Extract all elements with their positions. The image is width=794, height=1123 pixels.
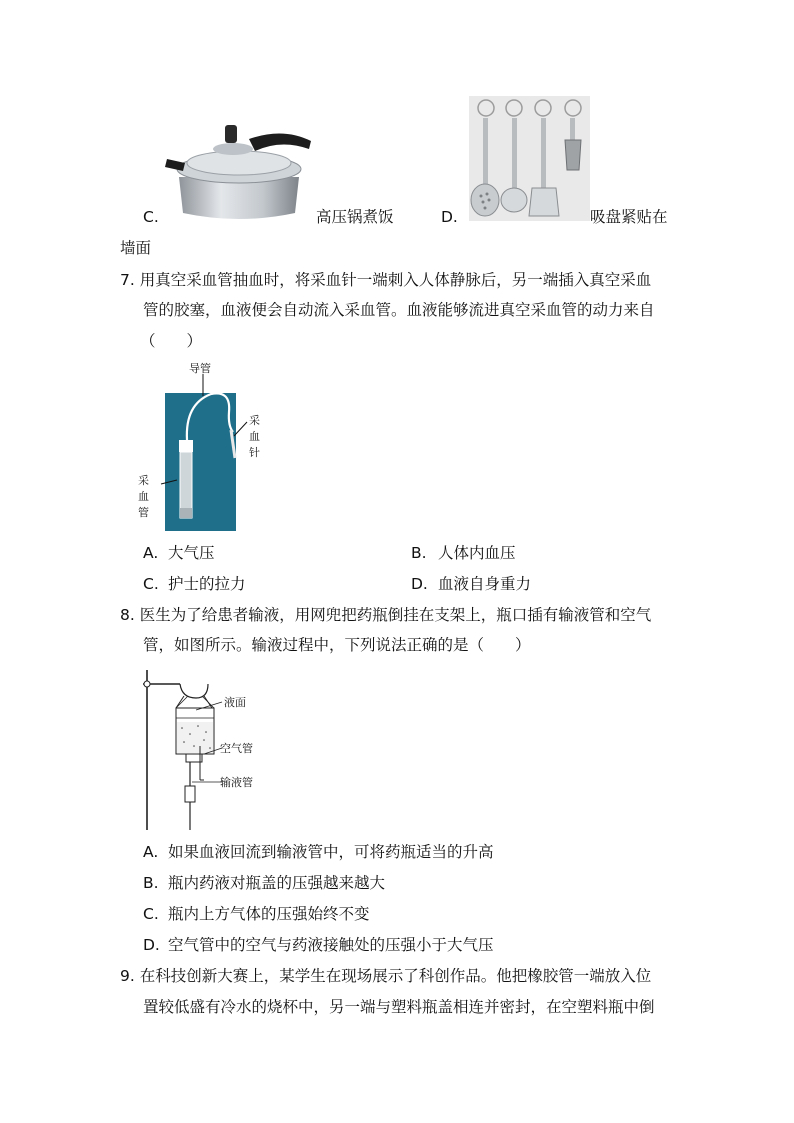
q8-option-a-letter: A. xyxy=(143,843,159,861)
q8-option-b-letter: B. xyxy=(143,874,159,892)
q6-option-c-letter: C. xyxy=(143,208,159,226)
q7-option-d-letter: D. xyxy=(411,575,428,593)
q6-option-d-text-cont: 墙面 xyxy=(120,239,152,257)
fig-label-vessel-2: 血 xyxy=(138,490,149,503)
q8-option-a-text: 如果血液回流到输液管中，可将药瓶适当的升高 xyxy=(168,843,494,861)
fig-label-needle-2: 血 xyxy=(249,430,260,443)
fig-label-vessel-1: 采 xyxy=(138,474,149,487)
q6-option-c-text: 高压锅煮饭 xyxy=(316,208,394,226)
q6-option-d-letter: D. xyxy=(441,208,458,226)
q7-option-d-text: 血液自身重力 xyxy=(438,575,532,593)
q8-option-d-text: 空气管中的空气与药液接触处的压强小于大气压 xyxy=(168,936,494,954)
fig-label-infusion-tube: 输液管 xyxy=(220,776,253,789)
q7-stem-line1: 7. 用真空采血管抽血时，将采血针一端刺入人体静脉后，另一端插入真空采血 xyxy=(120,271,652,289)
q8-option-b-text: 瓶内药液对瓶盖的压强越来越大 xyxy=(168,874,386,892)
fig-label-needle-1: 采 xyxy=(249,414,260,427)
fig-label-surface: 液面 xyxy=(224,696,246,709)
fig-label-air-tube: 空气管 xyxy=(220,742,253,755)
q7-option-c-letter: C. xyxy=(143,575,159,593)
infusion-figure xyxy=(138,668,278,833)
q7-stem-line2: 管的胶塞，血液便会自动流入采血管。血液能够流进真空采血管的动力来自 xyxy=(143,301,655,319)
q7-option-b-letter: B. xyxy=(411,544,427,562)
q7-option-c-text: 护士的拉力 xyxy=(168,575,246,593)
blood-collection-figure xyxy=(135,360,265,535)
suction-hooks-utensils-image xyxy=(469,96,590,221)
fig-label-vessel-3: 管 xyxy=(138,506,149,519)
fig-label-tube: 导管 xyxy=(189,362,211,375)
q7-answer-blank: （ ） xyxy=(140,332,203,350)
q7-option-a-letter: A. xyxy=(143,544,159,562)
pressure-cooker-image xyxy=(163,113,315,223)
fig-label-needle-3: 针 xyxy=(249,446,260,459)
q8-stem-line2: 管，如图所示。输液过程中，下列说法正确的是（ ） xyxy=(143,636,531,654)
q8-option-c-letter: C. xyxy=(143,905,159,923)
q6-option-d-text: 吸盘紧贴在 xyxy=(590,208,668,226)
q7-option-a-text: 大气压 xyxy=(168,544,215,562)
q8-option-d-letter: D. xyxy=(143,936,160,954)
q7-option-b-text: 人体内血压 xyxy=(438,544,516,562)
q9-stem-line2: 置较低盛有冷水的烧杯中，另一端与塑料瓶盖相连并密封，在空塑料瓶中倒 xyxy=(143,998,655,1016)
q8-stem-line1: 8. 医生为了给患者输液，用网兜把药瓶倒挂在支架上，瓶口插有输液管和空气 xyxy=(120,606,652,624)
q9-stem-line1: 9. 在科技创新大赛上，某学生在现场展示了科创作品。他把橡胶管一端放入位 xyxy=(120,967,652,985)
q8-option-c-text: 瓶内上方气体的压强始终不变 xyxy=(168,905,370,923)
